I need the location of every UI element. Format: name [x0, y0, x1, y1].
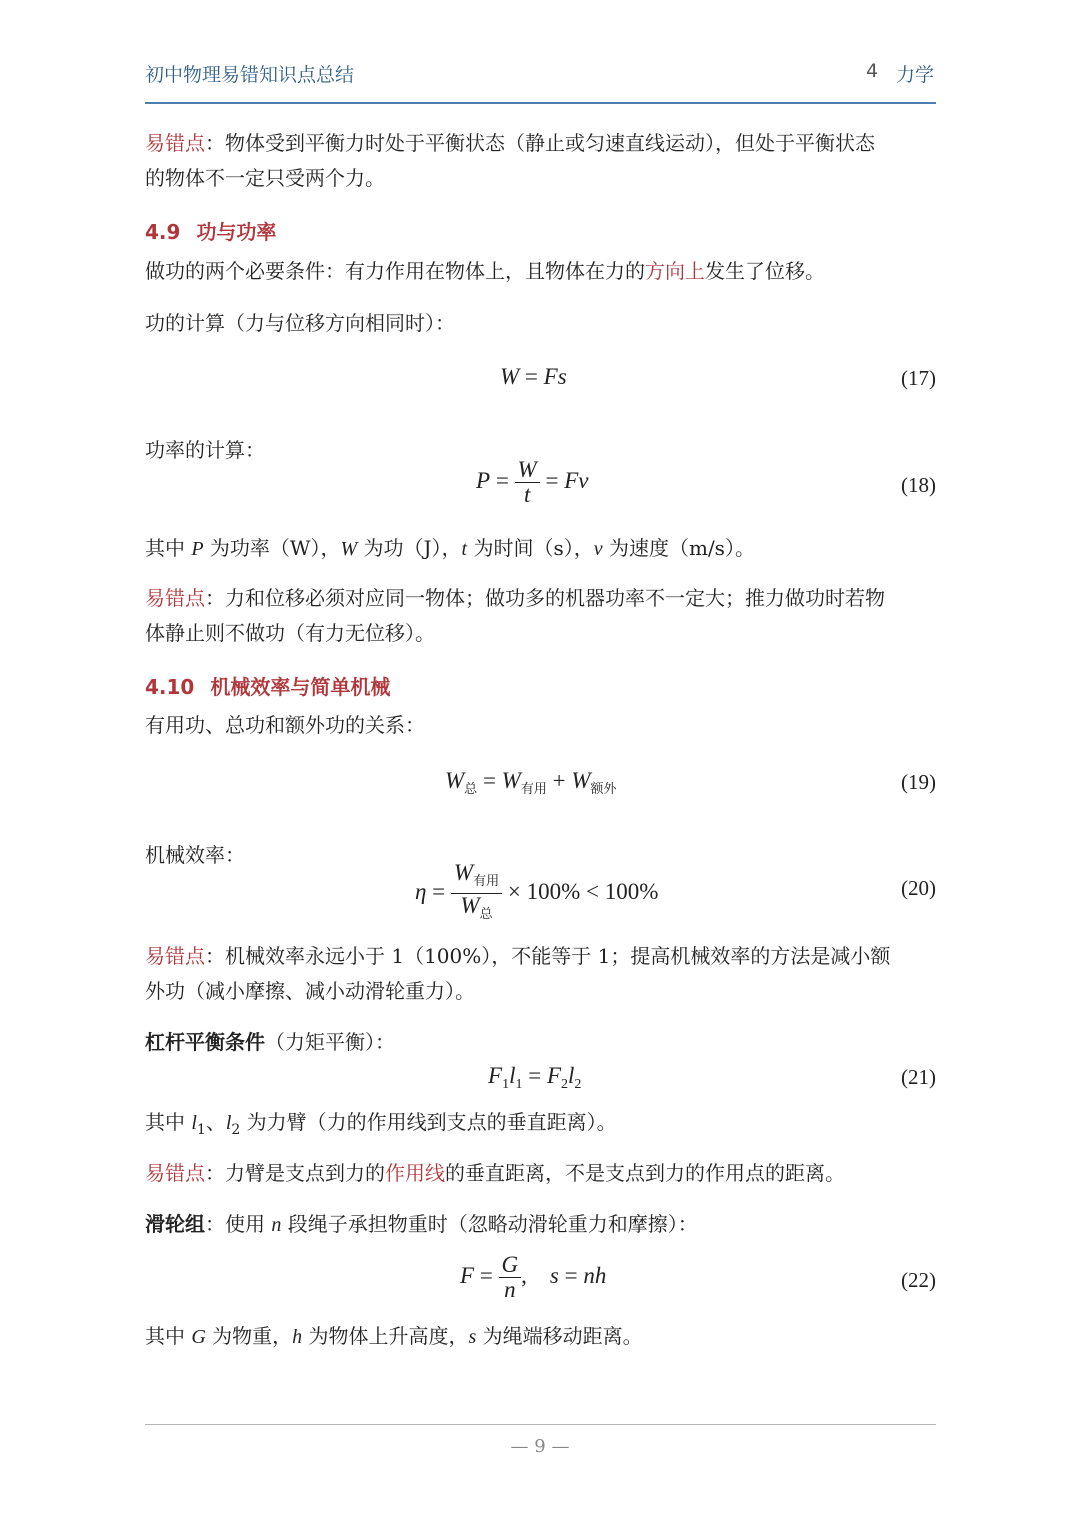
var-h: h [292, 1326, 303, 1348]
pitfall-label: 易错点 [145, 944, 205, 968]
text: 为时间（s）， [467, 536, 594, 560]
equation-number-17: (17) [901, 366, 936, 390]
pitfall-note-work [145, 585, 885, 611]
note-text: ：物体受到平衡力时处于平衡状态（静止或匀速直线运动），但处于平衡状态 [205, 131, 875, 155]
lever-label: 杠杆平衡条件 [145, 1030, 265, 1054]
subscript: 有用 [520, 781, 547, 796]
work-conditions [145, 258, 825, 284]
pitfall-note-balance-cont: 的物体不一定只受两个力。 [145, 166, 385, 190]
pitfall-note-lever [145, 1160, 845, 1186]
var-t: t [461, 538, 468, 560]
text: ：使用 [205, 1212, 272, 1236]
pitfall-label: 易错点 [145, 586, 205, 610]
equation-17: W = Fs [500, 364, 567, 389]
text: ：力臂是支点到力的 [205, 1161, 385, 1185]
lever-condition [145, 1029, 395, 1055]
pitfall-note-efficiency-cont: 外功（减小摩擦、减小动滑轮重力）。 [145, 979, 475, 1003]
equation-number-22: (22) [901, 1268, 936, 1292]
section-heading-4-9 [145, 216, 276, 245]
text: 为功率（W）， [203, 536, 341, 560]
equation-number-20: (20) [901, 876, 936, 900]
text: 为物重， [205, 1324, 293, 1348]
text: 的垂直距离，不是支点到力的作用点的距离。 [445, 1161, 845, 1185]
equation-number-19: (19) [901, 770, 936, 794]
footer-rule [145, 1424, 936, 1425]
page-number: — 9 — [510, 1436, 570, 1457]
var-w: W [340, 538, 358, 560]
pitfall-note-efficiency [145, 943, 890, 969]
pitfall-note-balance [145, 130, 875, 156]
power-variables [145, 535, 755, 562]
subscript: 有用 [473, 873, 500, 888]
subscript: 总 [479, 906, 493, 921]
highlight-text: 方向上 [645, 259, 705, 283]
text: 为速度（m/s）。 [602, 536, 755, 560]
text: 、 [205, 1110, 226, 1134]
section-title: 机械效率与简单机械 [210, 675, 391, 699]
pulley-variables [145, 1323, 643, 1350]
var-n: n [271, 1214, 282, 1236]
equation-number-18: (18) [901, 473, 936, 497]
text: 做功的两个必要条件：有力作用在物体上，且物体在力的 [145, 259, 645, 283]
var-s: s [468, 1326, 477, 1348]
text: 为物体上升高度， [302, 1324, 469, 1348]
text: （力矩平衡）： [265, 1030, 395, 1054]
note-text: ：力和位移必须对应同一物体；做功多的机器功率不一定大；推力做功时若物 [205, 586, 885, 610]
note-text: ：机械效率永远小于 1（100%），不能等于 1；提高机械效率的方法是减小额 [205, 944, 891, 968]
text: 其中 [145, 1324, 192, 1348]
work-intro: 功的计算（力与位移方向相同时）： [145, 311, 455, 335]
var-g: G [191, 1326, 206, 1348]
text: 段绳子承担物重时（忽略动滑轮重力和摩擦）： [281, 1212, 698, 1236]
text: 其中 [145, 1110, 192, 1134]
equation-20: η = $\frac{W_{有用}}{W_总}$ × 100% < 100% [415, 860, 659, 921]
efficiency-bound: × 100% < 100% [507, 878, 659, 904]
subscript: 额外 [590, 781, 617, 796]
text: 为力臂（力的作用线到支点的垂直距离）。 [240, 1110, 617, 1134]
equation-19: $W_总 = W_{有用} + W_{额外}$ [445, 768, 617, 796]
equation-22: F = $\frac{G}{n}$ , s = nh [460, 1252, 607, 1302]
pitfall-label: 易错点 [145, 131, 205, 155]
equation-18: P = $\frac{W}{t}$ = Fv [476, 457, 589, 507]
equation-21: $F_1l_1 = F_2l_2$ [488, 1063, 582, 1092]
efficiency-intro: 机械效率： [145, 843, 245, 867]
text: 为绳端移动距离。 [476, 1324, 643, 1348]
text: 为功（J）， [357, 536, 462, 560]
text: 其中 [145, 536, 192, 560]
pulley-label: 滑轮组 [145, 1212, 205, 1236]
work-relation-intro: 有用功、总功和额外功的关系： [145, 713, 425, 737]
section-heading-4-10 [145, 671, 390, 700]
document-title: 初中物理易错知识点总结 [145, 64, 355, 86]
pitfall-note-work-cont: 体静止则不做功（有力无位移）。 [145, 621, 435, 645]
pitfall-label: 易错点 [145, 1161, 205, 1185]
var-v: v [593, 538, 603, 560]
header-rule [145, 102, 936, 104]
text: 发生了位移。 [705, 259, 825, 283]
pulley-system [145, 1211, 698, 1238]
equation-number-21: (21) [901, 1065, 936, 1089]
chapter-title: 力学 [896, 64, 935, 86]
section-number: 4.10 [145, 675, 195, 699]
power-intro: 功率的计算： [145, 438, 265, 462]
lever-arm-definition: 其中 $l_1$、$l_2$ 为力臂（力的作用线到支点的垂直距离）。 [145, 1110, 617, 1138]
highlight-text: 作用线 [385, 1161, 445, 1185]
chapter-number: 4 [866, 60, 879, 82]
section-number: 4.9 [145, 220, 181, 244]
section-title: 功与功率 [196, 220, 277, 244]
subscript: 总 [464, 781, 478, 796]
var-p: P [191, 538, 204, 560]
